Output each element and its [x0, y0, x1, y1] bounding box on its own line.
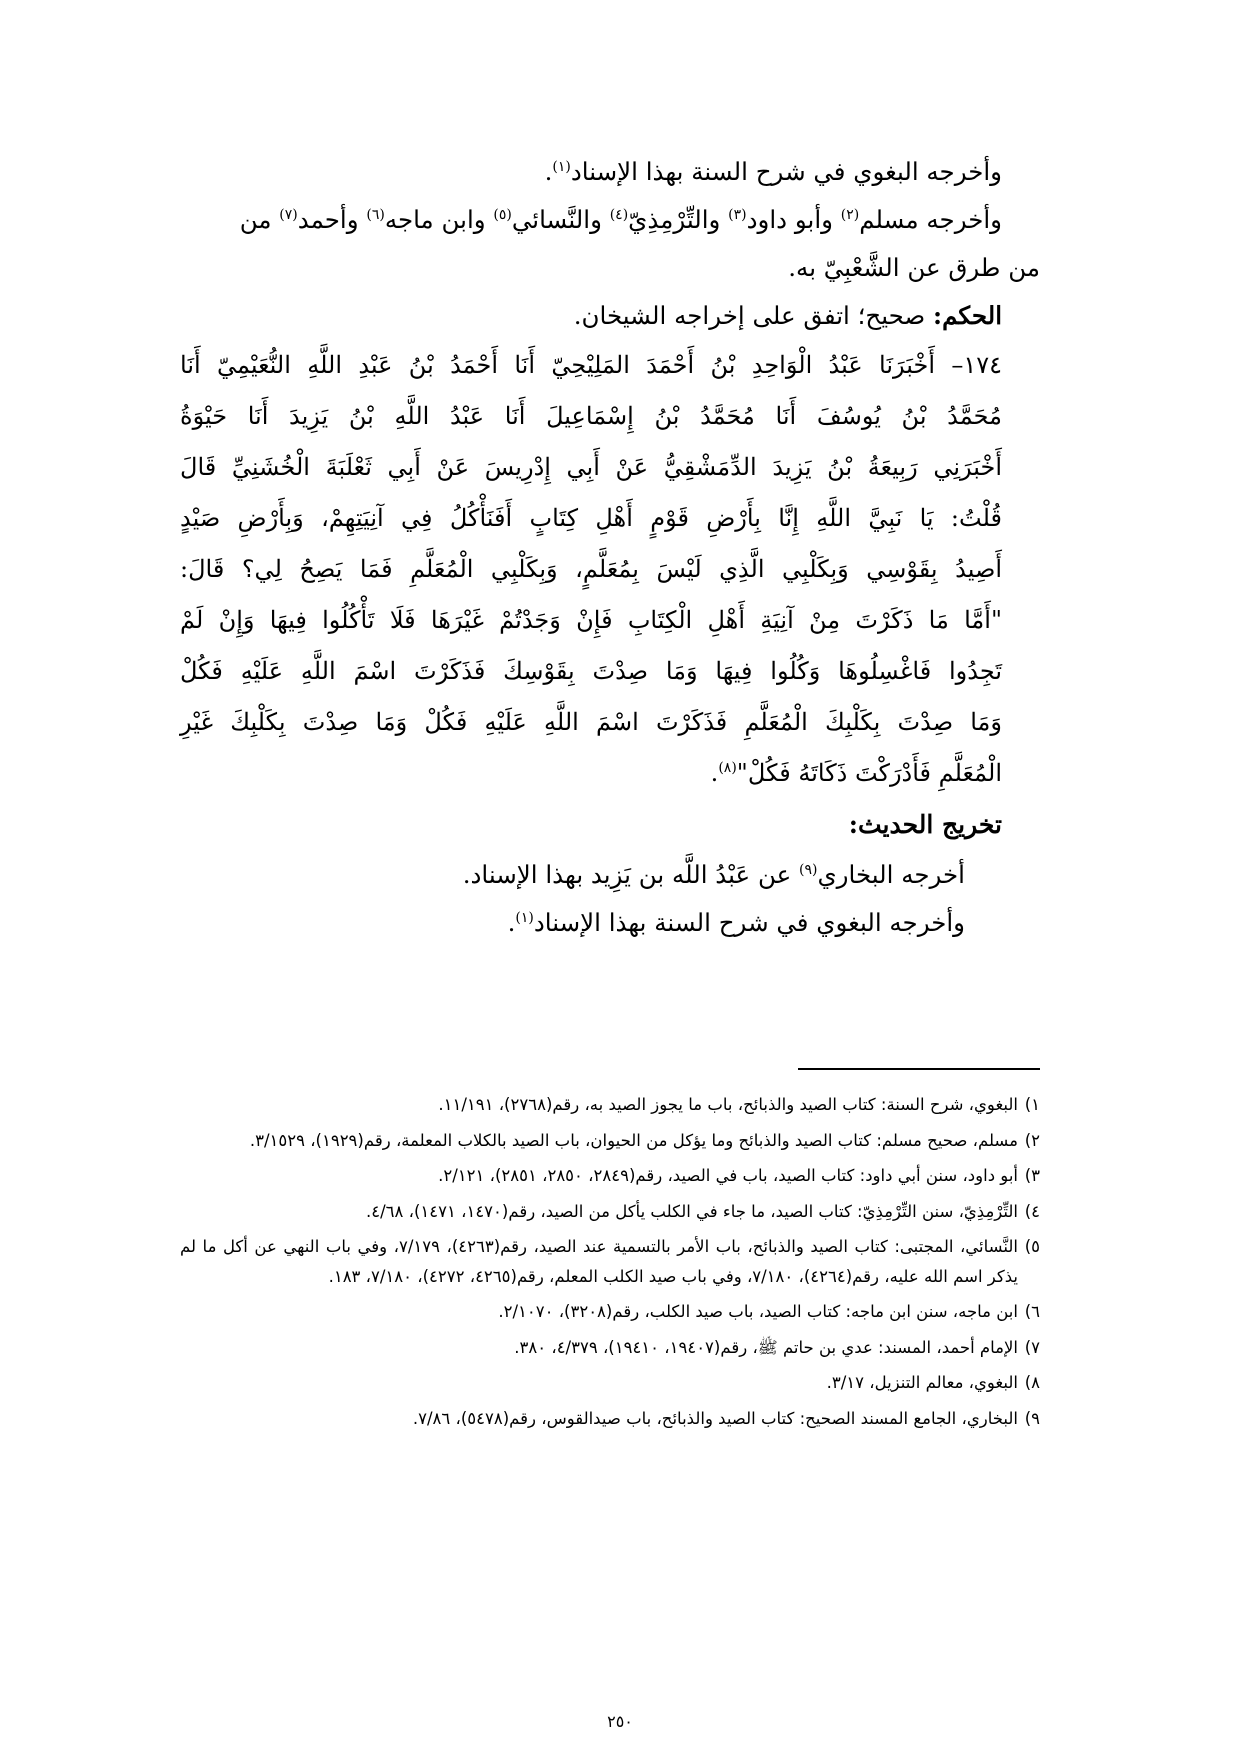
footnote-number: ٧): [1024, 1337, 1040, 1357]
footnote-text: البخاري، الجامع المسند الصحيح: كتاب الصيد والذبائح، باب صيدالقوس، رقم(٥٤٧٨)، ٧/٨٦.: [412, 1408, 1018, 1428]
hadith-line: مُحَمَّدُ بْنُ يُوسُفَ أَنَا مُحَمَّدُ بْنُ إِسْمَاعِيلَ أَنَا عَبْدُ اللَّهِ بْنُ يَزِيدَ أَنَا حَيْوَةُ: [180, 402, 1002, 430]
footnote-ref[interactable]: (٦): [366, 206, 385, 223]
footnote-number: ١): [1024, 1095, 1040, 1114]
takhrij-bukhari: [180, 851, 1040, 899]
footnote-item: [180, 1368, 1040, 1398]
paragraph-text: عن عَبْدُ اللَّه بن يَزِيد بهذا الإسناد.: [462, 860, 800, 889]
footnote-ref[interactable]: (٧): [279, 206, 298, 223]
hadith-line: أَخْبَرَنِي رَبِيعَةُ بْنُ يَزِيدَ الدِّمَشْقِيُّ عَنْ أَبِي إِدْرِيسَ عَنْ أَبِي ثَعْلَبَةَ الْخُشَنِيِّ قَالَ: [180, 453, 1002, 481]
footnote-number: ٣): [1024, 1166, 1040, 1185]
footnote-item: [180, 1161, 1040, 1191]
footnote-item: [180, 1232, 1040, 1291]
footnote-item: [180, 1404, 1040, 1434]
hadith-line: وَمَا صِدْتَ بِكَلْبِكَ الْمُعَلَّمِ فَذَكَرْتَ اسْمَ اللَّهِ عَلَيْهِ فَكُلْ وَمَا صِدْتَ بِكَلْبِكَ غَيْرِ: [180, 708, 1002, 736]
footnote-ref[interactable]: (١): [552, 158, 571, 175]
hadith-line: أَصِيدُ بِقَوْسِي وَبِكَلْبِي الَّذِي لَيْسَ بِمُعَلَّمٍ، وَبِكَلْبِي الْمُعَلَّمِ فَمَا يَصِحُ لِي؟ قَالَ:: [180, 555, 1002, 583]
hadith-text: [180, 340, 1040, 799]
ruling: [180, 292, 1040, 340]
hadith-line: ١٧٤– أَخْبَرَنَا عَبْدُ الْوَاحِدِ بْنُ أَحْمَدَ المَلِيْحِيّ أَنَا أَحْمَدُ بْنُ عَبْدِ اللَّهِ النُّعَيْمِيّ أَنَا: [180, 351, 1002, 379]
page-number: ٢٥٠: [607, 1712, 633, 1731]
footnote-ref[interactable]: (٩): [799, 861, 818, 878]
hadith-line: "أَمَّا مَا ذَكَرْتَ مِنْ آنِيَةِ أَهْلِ الْكِتَابِ فَإِنْ وَجَدْتُمْ غَيْرَهَا فَلَا تَأْكُلُوا فِيهَا وَإِنْ لَمْ: [180, 606, 1002, 634]
footnote-text: التِّرْمِذِيّ، سنن التِّرْمِذِيّ: كتاب الصيد، ما جاء في الكلب يأكل من الصيد، رقم(١٤٧٠، ١٤٧١)، ٤/٦٨.: [366, 1201, 1018, 1221]
footnote-number: ٢): [1024, 1130, 1040, 1150]
paragraph-text: وأخرجه البغوي في شرح السنة بهذا الإسناد: [533, 908, 965, 937]
ruling-text: صحيح؛ اتفق على إخراجه الشيخان.: [573, 301, 934, 330]
footnote-text: البغوي، شرح السنة: كتاب الصيد والذبائح، باب ما يجوز الصيد به، رقم(٢٧٦٨)، ١١/١٩١.: [438, 1095, 1018, 1114]
hadith-line: تَجِدُوا فَاغْسِلُوهَا وَكُلُوا فِيهَا وَمَا صِدْتَ بِقَوْسِكَ فَذَكَرْتَ اسْمَ اللَّهِ عَلَيْهِ فَكُلْ: [180, 657, 1002, 685]
footnote-item: [180, 1297, 1040, 1327]
footnote-item: [180, 1333, 1040, 1363]
footnote-text: أبو داود، سنن أبي داود: كتاب الصيد، باب في الصيد، رقم(٢٨٤٩، ٢٨٥٠، ٢٨٥١)، ٢/١٢١.: [438, 1166, 1018, 1185]
hadith-line-text: الْمُعَلَّمِ فَأَدْرَكْتَ ذَكَاتَهُ فَكُلْ": [736, 759, 1002, 787]
footnote-text: النَّسائي، المجتبى: كتاب الصيد والذبائح، باب الأمر بالتسمية عند الصيد، رقم(٤٢٦٣)، ٧/١٧٩، وفي باب النهي عن أكل ما لم يذكر اسم الله عليه، رقم(٤٢٦٤)، ٧/١٨٠، وفي باب صيد الكلب المعلم، رقم(٤٢٦٥، ٤٢٧٢)، ٧/١٨٠، ١٨٣.: [180, 1237, 1018, 1286]
footnote-ref[interactable]: (١): [515, 909, 534, 926]
paragraph-text: والتِّرْمِذِيّ: [628, 205, 729, 234]
main-text: [180, 148, 1040, 947]
footnote-number: ٦): [1024, 1302, 1040, 1321]
hadith-line: قُلْتُ: يَا نَبِيَّ اللَّهِ إِنَّا بِأَرْضِ قَوْمٍ أَهْلِ كِتَابٍ أَفَنَأْكُلُ فِي آنِيَتِهِمْ، وَبِأَرْضِ صَيْدٍ: [180, 504, 1002, 532]
footnote-text: مسلم، صحيح مسلم: كتاب الصيد والذبائح وما يؤكل من الحيوان، باب الصيد بالكلاب المعلمة، رقم(١٩٢٩)، ٣/١٥٢٩.: [249, 1130, 1018, 1150]
footnote-ref[interactable]: (٢): [840, 206, 860, 223]
footnote-item: [180, 1197, 1040, 1227]
paragraph-baghawi: [180, 148, 1040, 196]
footnote-number: ٤): [1024, 1201, 1040, 1221]
footnote-ref[interactable]: (٣): [728, 206, 747, 223]
paragraph-text: وأخرجه البغوي في شرح السنة بهذا الإسناد: [570, 157, 1002, 186]
paragraph-text: وأحمد: [297, 205, 367, 234]
footnote-item: [180, 1090, 1040, 1120]
footnote-text: البغوي، معالم التنزيل، ٣/١٧.: [826, 1373, 1018, 1392]
footnote-ref[interactable]: (٨): [718, 760, 737, 776]
punctuation: .: [710, 759, 719, 787]
footnote-number: ٩): [1024, 1408, 1040, 1428]
footnote-ref[interactable]: (٤): [609, 206, 629, 223]
punctuation: .: [507, 908, 516, 937]
paragraph-text: وابن ماجه: [384, 205, 494, 234]
takhrij-baghawi: [180, 899, 1040, 947]
paragraph-text: من: [239, 205, 280, 234]
footnote-item: [180, 1126, 1040, 1156]
footnote-text: الإمام أحمد، المسند: عدي بن حاتم ﷺ، رقم(١٩٤٠٧، ١٩٤١٠)، ٤/٣٧٩، ٣٨٠.: [514, 1337, 1018, 1357]
paragraph-text: والنَّسائي: [511, 205, 610, 234]
paragraph-continuation: من طرق عن الشَّعْبِيّ به.: [788, 253, 1040, 282]
punctuation: .: [544, 157, 553, 186]
paragraph-text: وأخرجه مسلم: [859, 205, 1002, 234]
footnote-text: ابن ماجه، سنن ابن ماجه: كتاب الصيد، باب صيد الكلب، رقم(٣٢٠٨)، ٢/١٠٧٠.: [498, 1302, 1018, 1321]
ruling-label: الحكم:: [933, 301, 1002, 330]
footnote-ref[interactable]: (٥): [493, 206, 512, 223]
paragraph-text: وأبو داود: [746, 205, 841, 234]
takhrij-heading: تخريج الحديث:: [848, 810, 1002, 839]
footnote-separator: [798, 1068, 1040, 1070]
footnotes: [180, 1090, 1040, 1439]
paragraph-text: أخرجه البخاري: [817, 860, 965, 889]
footnote-number: ٥): [1024, 1237, 1040, 1256]
paragraph-sources: [180, 196, 1040, 244]
hadith-line: [180, 748, 1040, 799]
footnote-number: ٨): [1024, 1373, 1040, 1392]
